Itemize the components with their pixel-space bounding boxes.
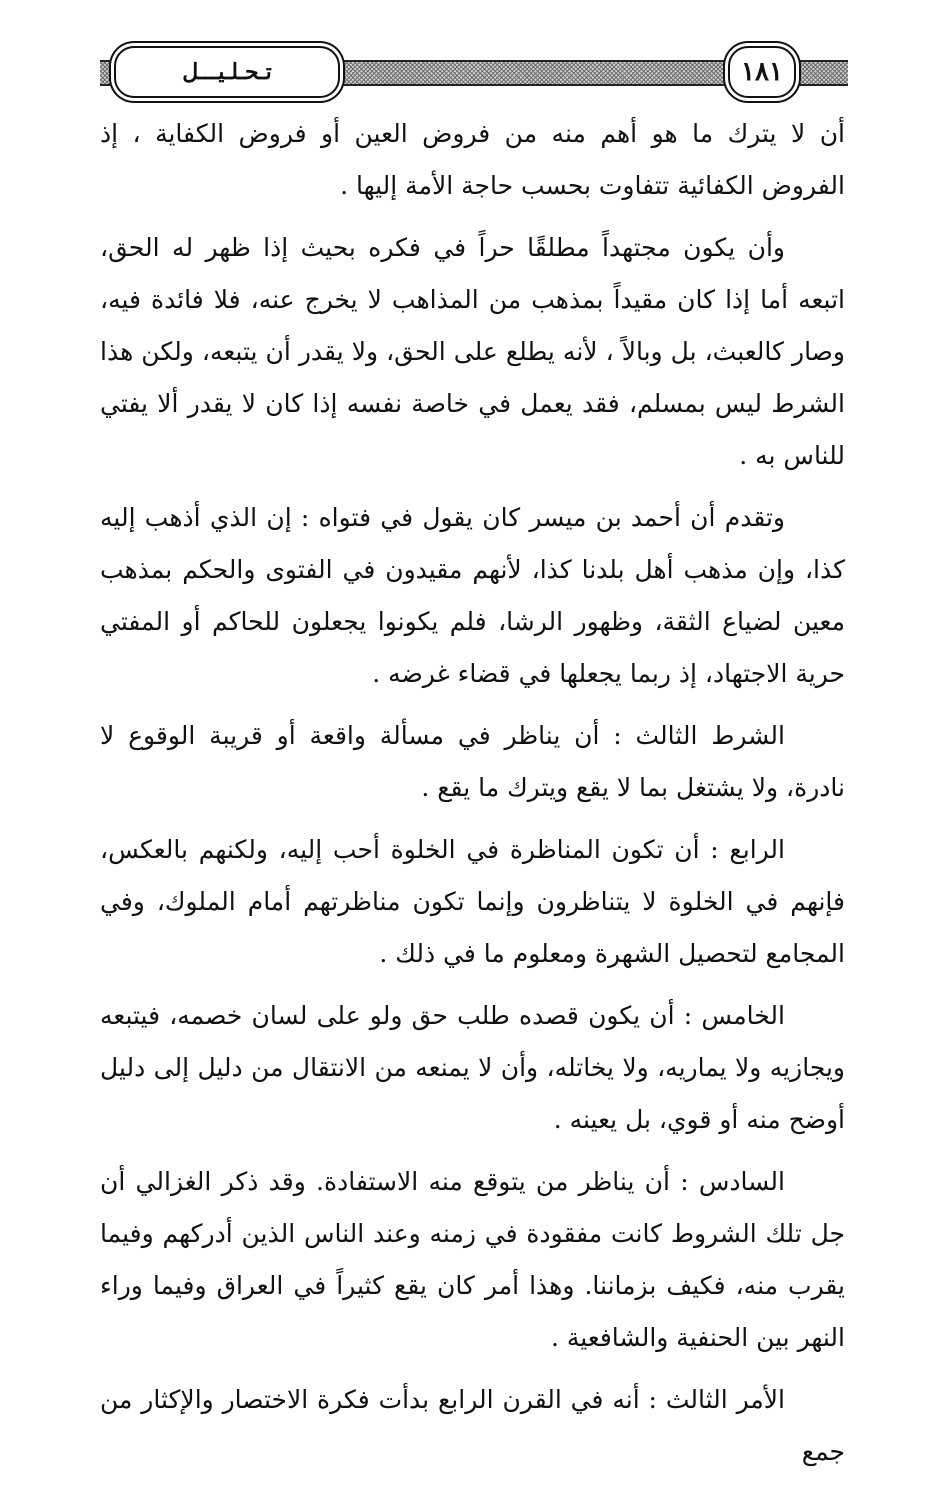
paragraph: السادس : أن يناظر من يتوقع منه الاستفادة. وقد ذكر الغزالي أن جل تلك الشروط كانت مفقودة في زمنه وعند الناس الذين أدركهم وفيما يقرب منه، فكيف بزماننا. وهذا أمر كان يقع كثيراً في العراق وفيما وراء النهر بين الحنفية والشافعية . <box>100 1167 845 1352</box>
paragraph: أن لا يترك ما هو أهم منه من فروض العين أو فروض الكفاية ، إذ الفروض الكفائية تتفاوت بحسب حاجة الأمة إليها . <box>100 119 845 200</box>
page-header <box>100 38 848 104</box>
page-body <box>100 108 845 1488</box>
page-number: ١٨١ <box>728 46 796 98</box>
running-title: تـحـلـيـــل <box>114 46 340 98</box>
paragraph: الشرط الثالث : أن يناظر في مسألة واقعة أو قريبة الوقوع لا نادرة، ولا يشتغل بما لا يقع ويترك ما يقع . <box>100 721 845 802</box>
paragraph: الرابع : أن تكون المناظرة في الخلوة أحب إليه، ولكنهم بالعكس، فإنهم في الخلوة لا يتناظرون وإنما تكون مناظرتهم أمام الملوك، وفي المجامع لتحصيل الشهرة ومعلوم ما في ذلك . <box>100 835 845 968</box>
paragraph: الأمر الثالث : أنه في القرن الرابع بدأت فكرة الاختصار والإكثار من جمع <box>100 1385 845 1466</box>
paragraph: الخامس : أن يكون قصده طلب حق ولو على لسان خصمه، فيتبعه ويجازيه ولا يماريه، ولا يخاتله، وأن لا يمنعه من الانتقال من دليل إلى دليل أوضح منه أو قوي، بل يعينه . <box>100 1001 845 1134</box>
paragraph: وتقدم أن أحمد بن ميسر كان يقول في فتواه : إن الذي أذهب إليه كذا، وإن مذهب أهل بلدنا كذا، لأنهم مقيدون في الفتوى والحكم بمذهب معين لضياع الثقة، وظهور الرشا، فلم يكونوا يجعلون للحاكم أو المفتي حرية الاجتهاد، إذ ربما يجعلها في قضاء غرضه . <box>100 503 845 688</box>
paragraph: وأن يكون مجتهداً مطلقًا حراً في فكره بحيث إذا ظهر له الحق، اتبعه أما إذا كان مقيداً بمذهب من المذاهب لا يخرج عنه، فلا فائدة فيه، وصار كالعبث، بل وبالاً ، لأنه يطلع على الحق، ولا يقدر أن يتبعه، ولكن هذا الشرط ليس بمسلم، فقد يعمل في خاصة نفسه إذا كان لا يقدر ألا يفتي للناس به . <box>100 233 845 470</box>
